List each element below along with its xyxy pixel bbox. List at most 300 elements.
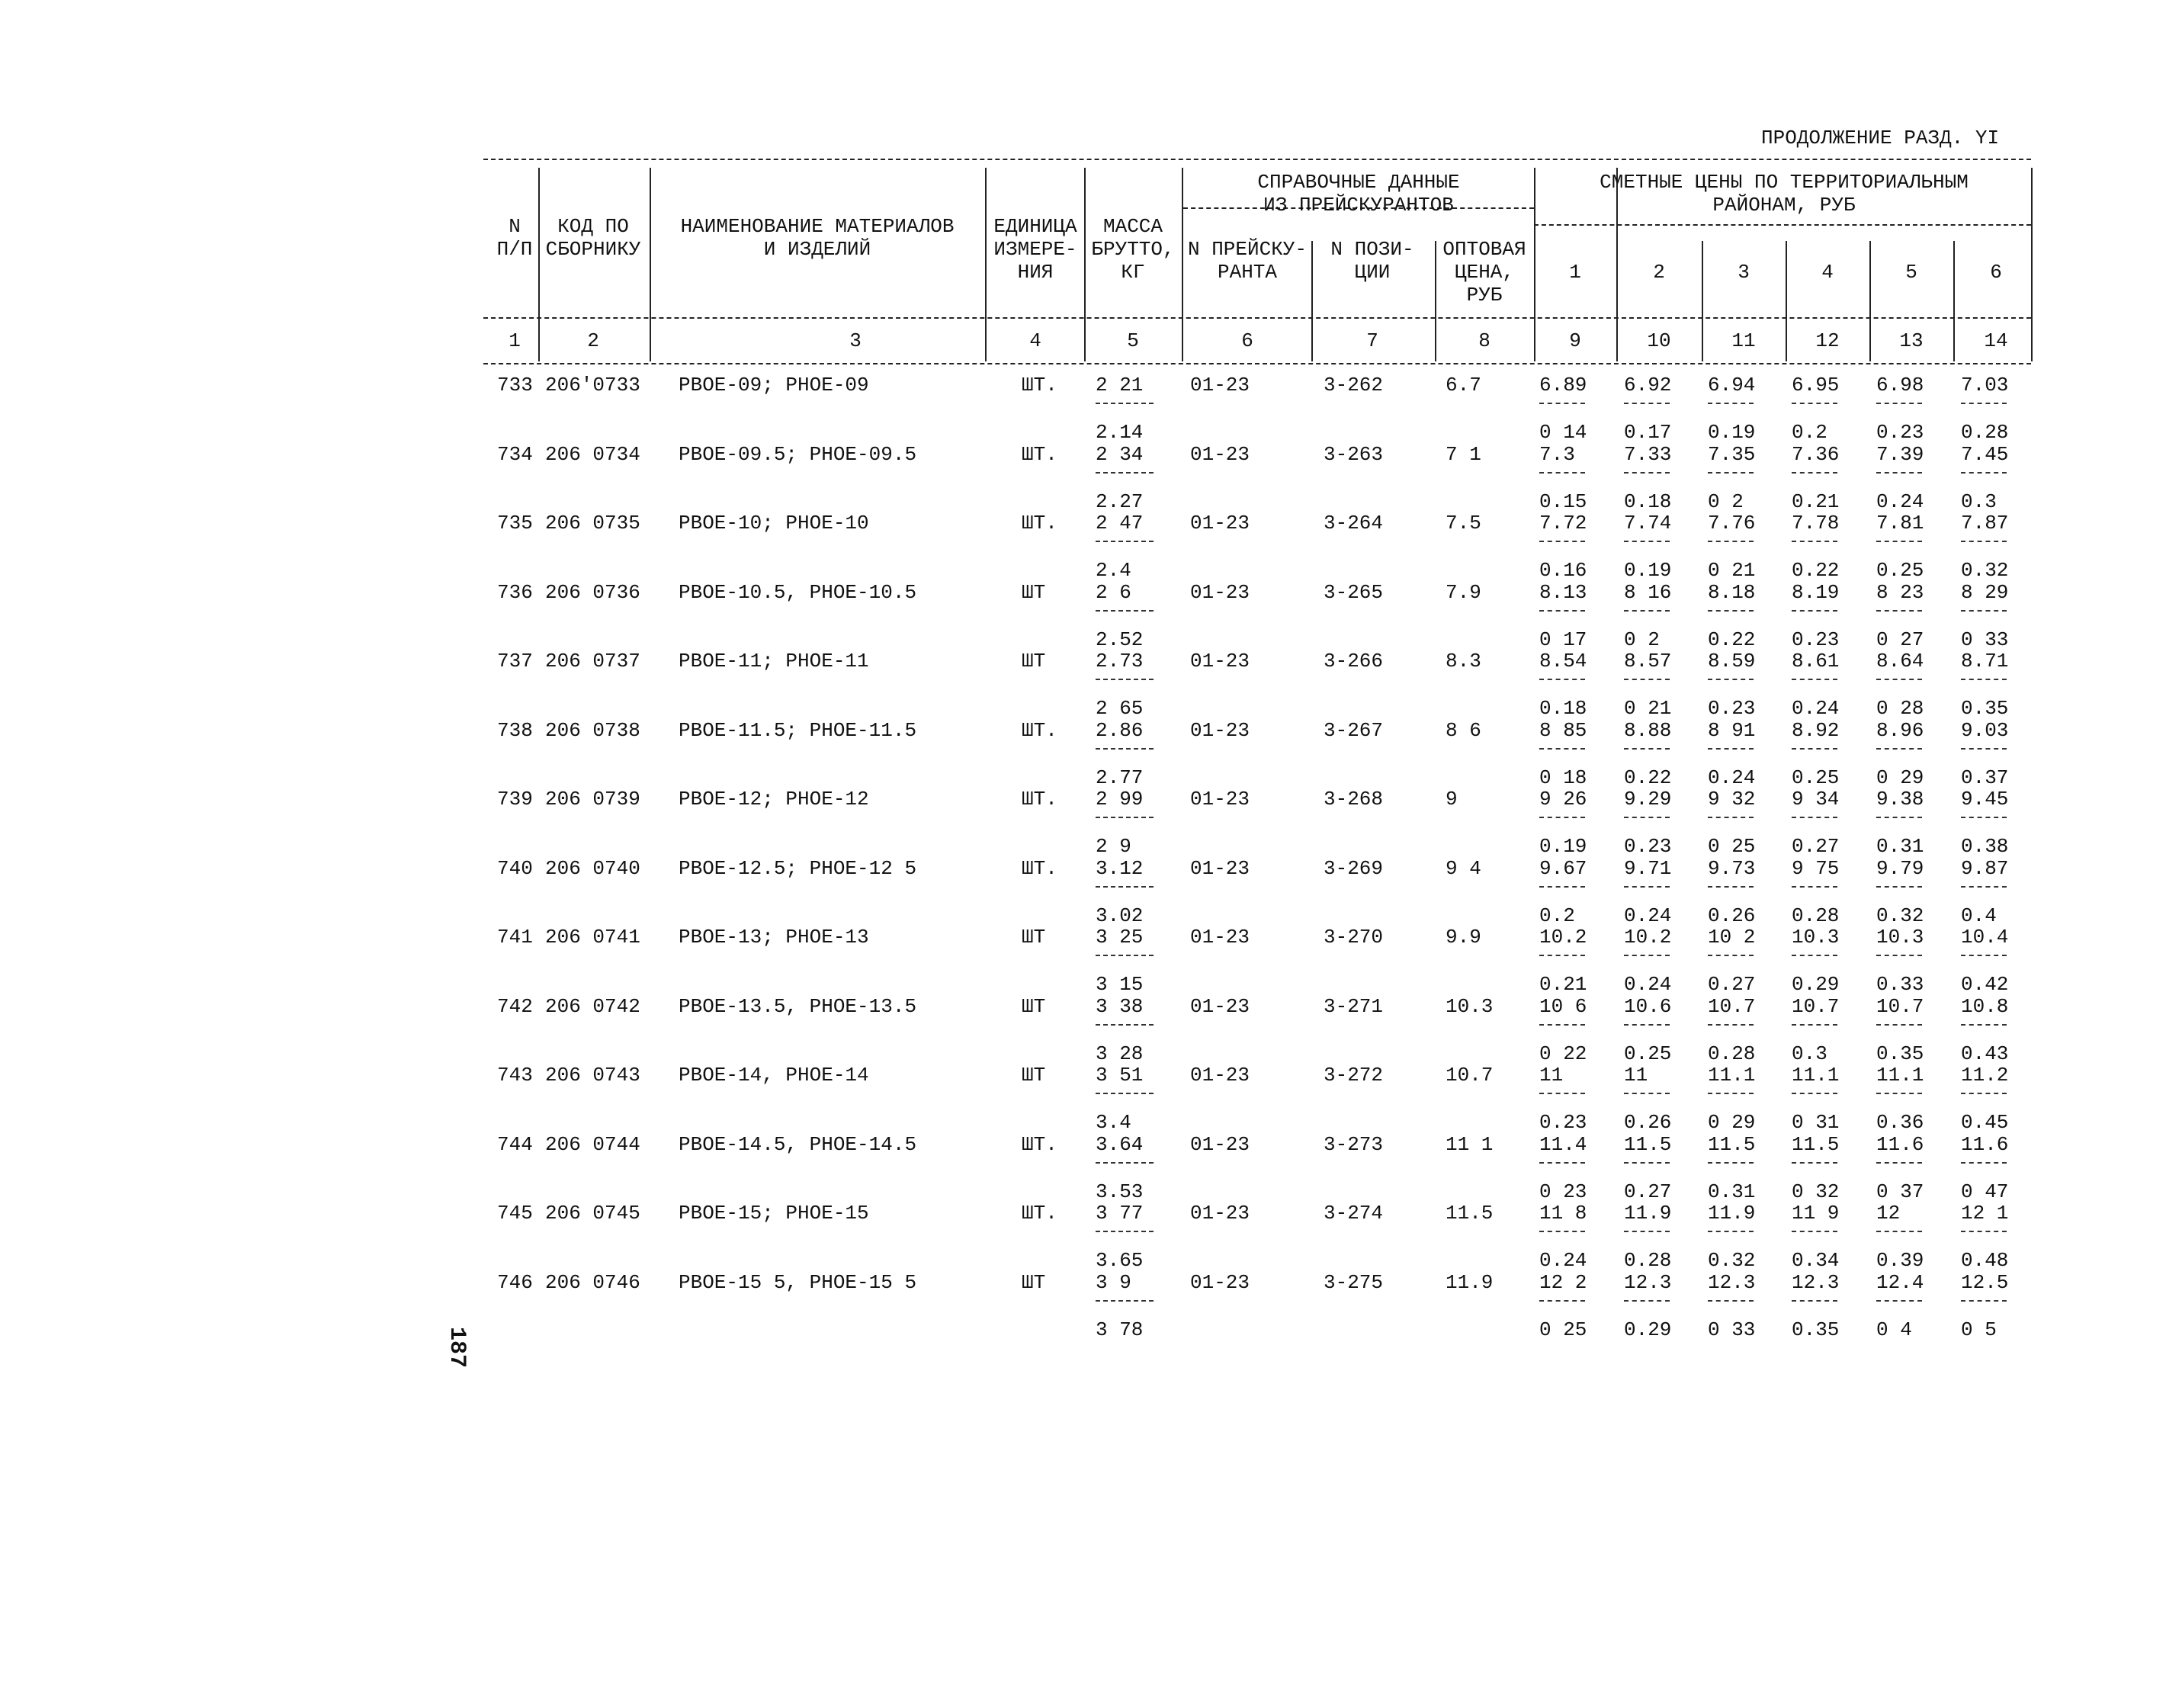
row-pricelist: 01-23 (1190, 512, 1250, 535)
row-position: 3-273 (1324, 1133, 1384, 1156)
header-unit-label: НИЯ (1017, 261, 1054, 284)
row-pricelist: 01-23 (1190, 650, 1250, 673)
row-unit: ШТ (1022, 1271, 1046, 1294)
row-position: 3-267 (1324, 719, 1384, 742)
row-pricelist: 01-23 (1190, 926, 1250, 949)
subrow-region-price: 0.45 (1961, 1111, 2009, 1134)
fraction-bar (1096, 541, 1154, 542)
row-number: 736 (497, 581, 533, 604)
fraction-bar (1624, 472, 1670, 474)
header-ref-label: ИЗ ПРЕЙСКУРАНТОВ (1263, 194, 1454, 217)
fraction-bar (1961, 472, 2007, 474)
subrow-region-price: 0.35 (1792, 1318, 1840, 1341)
fraction-bar (1096, 610, 1154, 612)
fraction-bar (1539, 472, 1585, 474)
subrow-region-price: 0.32 (1708, 1249, 1756, 1272)
header-column-separator (985, 168, 987, 361)
fraction-bar (1876, 1300, 1922, 1302)
row-number: 742 (497, 995, 533, 1018)
fraction-bar (1876, 886, 1922, 888)
header-bottom-rule (483, 363, 2031, 364)
subrow-region-price: 0.22 (1708, 628, 1756, 651)
row-code: 206 0739 (545, 788, 640, 811)
fraction-bar (1539, 541, 1585, 542)
fraction-bar (1961, 610, 2007, 612)
row-name: РВОЕ-13; РНОЕ-13 (679, 926, 869, 949)
row-region-price: 12.3 (1792, 1271, 1840, 1294)
fraction-bar (1624, 541, 1670, 542)
subrow-region-price: 0.28 (1792, 904, 1840, 927)
fraction-bar (1708, 1093, 1754, 1094)
row-region-price: 8.71 (1961, 650, 2009, 673)
row-mass: 3.64 (1096, 1133, 1144, 1156)
row-code: 206 0740 (545, 857, 640, 880)
row-number: 741 (497, 926, 533, 949)
subrow-region-price: 0.33 (1876, 973, 1924, 996)
fraction-bar (1876, 817, 1922, 818)
row-pricelist: 01-23 (1190, 1133, 1250, 1156)
row-region-price: 10.3 (1876, 926, 1924, 949)
subrow-region-price: 0.23 (1624, 835, 1672, 858)
column-number: 5 (1127, 329, 1139, 352)
header-region-number: 5 (1905, 261, 1917, 284)
subrow-region-price: 0.28 (1961, 421, 2009, 444)
page-number: 187 (444, 1327, 470, 1369)
subrow-mass: 2.52 (1096, 628, 1144, 651)
subrow-region-price: 0.24 (1876, 490, 1924, 513)
fraction-bar (1961, 1093, 2007, 1094)
header-name-label: НАИМЕНОВАНИЕ МАТЕРИАЛОВ (680, 215, 955, 238)
row-unit: ШТ. (1022, 374, 1057, 396)
fraction-bar (1708, 1300, 1754, 1302)
row-position: 3-264 (1324, 512, 1384, 535)
subrow-mass: 3.02 (1096, 904, 1144, 927)
row-mass: 3 9 (1096, 1271, 1131, 1294)
subrow-region-price: 0.3 (1961, 490, 1997, 513)
fraction-bar (1708, 886, 1754, 888)
row-name: РВОЕ-11.5; РНОЕ-11.5 (679, 719, 917, 742)
subrow-region-price: 0.22 (1624, 766, 1672, 789)
subrow-region-price: 0.15 (1539, 490, 1587, 513)
row-region-price: 11.1 (1708, 1064, 1756, 1087)
subrow-region-price: 0 33 (1961, 628, 2009, 651)
row-region-price: 12.4 (1876, 1271, 1924, 1294)
subrow-mass: 3 28 (1096, 1042, 1144, 1065)
row-region-price: 11.1 (1876, 1064, 1924, 1087)
column-number: 11 (1731, 329, 1756, 352)
subrow-region-price: 0.26 (1624, 1111, 1672, 1134)
subrow-region-price: 0.18 (1624, 490, 1672, 513)
subrow-region-price: 0 4 (1876, 1318, 1912, 1341)
row-wholesale-price: 11.9 (1446, 1271, 1494, 1294)
header-wholesale-label: ОПТОВАЯ (1442, 238, 1526, 261)
header-divider-rule (483, 317, 2031, 319)
subrow-mass: 3 78 (1096, 1318, 1144, 1341)
row-region-price: 10.6 (1624, 995, 1672, 1018)
subrow-region-price: 0 27 (1876, 628, 1924, 651)
row-code: 206 0744 (545, 1133, 640, 1156)
fraction-bar (1708, 1024, 1754, 1026)
subrow-mass: 2.27 (1096, 490, 1144, 513)
row-name: РВОЕ-10; РНОЕ-10 (679, 512, 869, 535)
subrow-region-price: 0 37 (1876, 1180, 1924, 1203)
fraction-bar (1792, 1300, 1837, 1302)
header-mass-label: КГ (1121, 261, 1145, 284)
subrow-region-price: 0.25 (1624, 1042, 1672, 1065)
subrow-region-price: 0.16 (1539, 559, 1587, 582)
row-number: 737 (497, 650, 533, 673)
subrow-region-price: 0.24 (1539, 1249, 1587, 1272)
fraction-bar (1539, 817, 1585, 818)
subrow-mass: 2 9 (1096, 835, 1131, 858)
row-region-price: 9 26 (1539, 788, 1587, 811)
fraction-bar (1961, 1300, 2007, 1302)
row-region-price: 7.36 (1792, 443, 1840, 466)
row-mass: 3.12 (1096, 857, 1144, 880)
row-region-price: 10.2 (1624, 926, 1672, 949)
fraction-bar (1708, 403, 1754, 404)
header-ref-label: СПРАВОЧНЫЕ ДАННЫЕ (1257, 171, 1460, 194)
fraction-bar (1708, 1231, 1754, 1232)
row-region-price: 9.71 (1624, 857, 1672, 880)
header-position-label: N ПОЗИ- (1330, 238, 1414, 261)
subrow-region-price: 0.29 (1624, 1318, 1672, 1341)
row-region-price: 9 34 (1792, 788, 1840, 811)
subrow-region-price: 0 25 (1708, 835, 1756, 858)
row-number: 739 (497, 788, 533, 811)
row-region-price: 10.7 (1876, 995, 1924, 1018)
row-position: 3-266 (1324, 650, 1384, 673)
fraction-bar (1792, 1024, 1837, 1026)
fraction-bar (1708, 610, 1754, 612)
fraction-bar (1539, 1024, 1585, 1026)
header-top-rule (483, 159, 2031, 160)
row-number: 745 (497, 1202, 533, 1225)
header-column-separator (1616, 168, 1618, 361)
row-number: 733 (497, 374, 533, 396)
subrow-mass: 2.14 (1096, 421, 1144, 444)
subrow-region-price: 0.3 (1792, 1042, 1827, 1065)
row-name: РВОЕ-09.5; РНОЕ-09.5 (679, 443, 917, 466)
column-number: 14 (1984, 329, 2008, 352)
header-column-separator (1435, 241, 1436, 361)
column-number: 7 (1366, 329, 1378, 352)
column-number: 13 (1899, 329, 1924, 352)
row-region-price: 11.5 (1792, 1133, 1840, 1156)
subrow-mass: 3.53 (1096, 1180, 1144, 1203)
row-name: РВОЕ-15; РНОЕ-15 (679, 1202, 869, 1225)
row-mass: 2 34 (1096, 443, 1144, 466)
subrow-region-price: 0.23 (1792, 628, 1840, 651)
subrow-region-price: 0 14 (1539, 421, 1587, 444)
row-region-price: 6.92 (1624, 374, 1672, 396)
subrow-region-price: 0.24 (1792, 697, 1840, 720)
header-column-separator (538, 168, 540, 361)
subrow-region-price: 0 29 (1708, 1111, 1756, 1134)
row-region-price: 7.33 (1624, 443, 1672, 466)
row-region-price: 12.3 (1708, 1271, 1756, 1294)
subrow-region-price: 0 25 (1539, 1318, 1587, 1341)
fraction-bar (1624, 1093, 1670, 1094)
row-region-price: 8.59 (1708, 650, 1756, 673)
row-region-price: 12 1 (1961, 1202, 2009, 1225)
subrow-region-price: 0.2 (1792, 421, 1827, 444)
fraction-bar (1539, 886, 1585, 888)
row-region-price: 12.5 (1961, 1271, 2009, 1294)
row-mass: 2 99 (1096, 788, 1144, 811)
row-mass: 2.86 (1096, 719, 1144, 742)
subrow-region-price: 0.35 (1876, 1042, 1924, 1065)
header-prices-label: РАЙОНАМ, РУБ (1712, 194, 1856, 217)
subrow-region-price: 0 33 (1708, 1318, 1756, 1341)
row-number: 746 (497, 1271, 533, 1294)
row-wholesale-price: 9 (1446, 788, 1458, 811)
header-column-separator (650, 168, 651, 361)
row-unit: ШТ. (1022, 443, 1057, 466)
fraction-bar (1624, 748, 1670, 750)
row-region-price: 6.89 (1539, 374, 1587, 396)
row-unit: ШТ. (1022, 788, 1057, 811)
row-mass: 2 6 (1096, 581, 1131, 604)
row-region-price: 9.67 (1539, 857, 1587, 880)
row-region-price: 6.94 (1708, 374, 1756, 396)
fraction-bar (1624, 1231, 1670, 1232)
header-column-separator (2031, 168, 2033, 361)
row-number: 740 (497, 857, 533, 880)
fraction-bar (1096, 403, 1154, 404)
fraction-bar (1096, 1231, 1154, 1232)
row-region-price: 11.6 (1876, 1133, 1924, 1156)
fraction-bar (1961, 679, 2007, 680)
fraction-bar (1961, 817, 2007, 818)
subrow-region-price: 0.23 (1876, 421, 1924, 444)
section-heading: ПРОДОЛЖЕНИЕ РАЗД. YI (1761, 127, 2000, 149)
row-pricelist: 01-23 (1190, 719, 1250, 742)
row-region-price: 7.35 (1708, 443, 1756, 466)
subrow-mass: 3 15 (1096, 973, 1144, 996)
row-mass: 3 77 (1096, 1202, 1144, 1225)
fraction-bar (1096, 886, 1154, 888)
column-number: 2 (587, 329, 599, 352)
fraction-bar (1708, 679, 1754, 680)
subrow-region-price: 0.28 (1624, 1249, 1672, 1272)
row-wholesale-price: 8 6 (1446, 719, 1481, 742)
row-region-price: 7.39 (1876, 443, 1924, 466)
row-number: 743 (497, 1064, 533, 1087)
subrow-region-price: 0 17 (1539, 628, 1587, 651)
header-pricelist-label: N ПРЕЙСКУ- (1187, 238, 1308, 261)
fraction-bar (1792, 403, 1837, 404)
row-pricelist: 01-23 (1190, 1202, 1250, 1225)
row-region-price: 9.73 (1708, 857, 1756, 880)
row-name: РВОЕ-11; РНОЕ-11 (679, 650, 869, 673)
fraction-bar (1792, 817, 1837, 818)
fraction-bar (1876, 403, 1922, 404)
fraction-bar (1961, 541, 2007, 542)
fraction-bar (1792, 679, 1837, 680)
subrow-region-price: 0.21 (1792, 490, 1840, 513)
row-name: РВОЕ-13.5, РНОЕ-13.5 (679, 995, 917, 1018)
fraction-bar (1096, 1024, 1154, 1026)
header-code-label: КОД ПО (557, 215, 629, 238)
row-code: 206 0745 (545, 1202, 640, 1225)
subrow-region-price: 0.28 (1708, 1042, 1756, 1065)
header-column-separator (1786, 241, 1787, 361)
row-mass: 2.73 (1096, 650, 1144, 673)
subrow-region-price: 0.39 (1876, 1249, 1924, 1272)
row-region-price: 9.38 (1876, 788, 1924, 811)
subrow-region-price: 0 32 (1792, 1180, 1840, 1203)
row-region-price: 10.8 (1961, 995, 2009, 1018)
fraction-bar (1876, 1024, 1922, 1026)
row-wholesale-price: 6.7 (1446, 374, 1481, 396)
subrow-region-price: 0.42 (1961, 973, 2009, 996)
row-name: РВОЕ-12; РНОЕ-12 (679, 788, 869, 811)
fraction-bar (1096, 472, 1154, 474)
header-position-label: ЦИИ (1354, 261, 1391, 284)
row-code: 206 0736 (545, 581, 640, 604)
row-region-price: 11.1 (1792, 1064, 1840, 1087)
row-code: 206 0737 (545, 650, 640, 673)
fraction-bar (1708, 472, 1754, 474)
row-pricelist: 01-23 (1190, 581, 1250, 604)
fraction-bar (1876, 1231, 1922, 1232)
row-region-price: 11 (1539, 1064, 1564, 1087)
fraction-bar (1096, 748, 1154, 750)
row-pricelist: 01-23 (1190, 1271, 1250, 1294)
fraction-bar (1876, 748, 1922, 750)
fraction-bar (1624, 955, 1670, 956)
row-region-price: 8 16 (1624, 581, 1672, 604)
subrow-region-price: 0.19 (1539, 835, 1587, 858)
row-region-price: 9.03 (1961, 719, 2009, 742)
row-number: 734 (497, 443, 533, 466)
subrow-region-price: 0.27 (1792, 835, 1840, 858)
header-region-number: 4 (1821, 261, 1834, 284)
column-number: 1 (509, 329, 521, 352)
row-number: 744 (497, 1133, 533, 1156)
fraction-bar (1624, 1300, 1670, 1302)
row-unit: ШТ. (1022, 1202, 1057, 1225)
subrow-region-price: 0 2 (1624, 628, 1660, 651)
row-pricelist: 01-23 (1190, 374, 1250, 396)
subrow-region-price: 0.23 (1708, 697, 1756, 720)
column-number: 4 (1029, 329, 1041, 352)
fraction-bar (1792, 886, 1837, 888)
row-number: 735 (497, 512, 533, 535)
header-column-separator (1534, 168, 1535, 361)
row-position: 3-269 (1324, 857, 1384, 880)
subrow-region-price: 0.36 (1876, 1111, 1924, 1134)
row-position: 3-270 (1324, 926, 1384, 949)
fraction-bar (1792, 1162, 1837, 1164)
row-region-price: 9 32 (1708, 788, 1756, 811)
fraction-bar (1792, 748, 1837, 750)
subrow-region-price: 0.27 (1708, 973, 1756, 996)
row-mass: 3 51 (1096, 1064, 1144, 1087)
row-wholesale-price: 10.3 (1446, 995, 1494, 1018)
row-region-price: 7.3 (1539, 443, 1575, 466)
header-region-number: 1 (1569, 261, 1581, 284)
fraction-bar (1961, 403, 2007, 404)
row-code: 206'0733 (545, 374, 640, 396)
subrow-region-price: 0.21 (1539, 973, 1587, 996)
row-unit: ШТ (1022, 995, 1046, 1018)
row-region-price: 7.76 (1708, 512, 1756, 535)
subrow-region-price: 0.19 (1708, 421, 1756, 444)
subrow-region-price: 0.31 (1708, 1180, 1756, 1203)
row-region-price: 12 2 (1539, 1271, 1587, 1294)
row-wholesale-price: 11 1 (1446, 1133, 1494, 1156)
row-region-price: 6.95 (1792, 374, 1840, 396)
row-name: РВОЕ-14, РНОЕ-14 (679, 1064, 869, 1087)
row-code: 206 0738 (545, 719, 640, 742)
row-region-price: 10.7 (1708, 995, 1756, 1018)
fraction-bar (1961, 748, 2007, 750)
row-region-price: 9.45 (1961, 788, 2009, 811)
fraction-bar (1876, 1093, 1922, 1094)
subrow-region-price: 0.29 (1792, 973, 1840, 996)
row-name: РВОЕ-12.5; РНОЕ-12 5 (679, 857, 917, 880)
fraction-bar (1708, 1162, 1754, 1164)
row-unit: ШТ. (1022, 857, 1057, 880)
row-number: 738 (497, 719, 533, 742)
row-mass: 2 47 (1096, 512, 1144, 535)
row-unit: ШТ. (1022, 512, 1057, 535)
fraction-bar (1624, 886, 1670, 888)
fraction-bar (1539, 1162, 1585, 1164)
row-mass: 3 25 (1096, 926, 1144, 949)
row-wholesale-price: 8.3 (1446, 650, 1481, 673)
fraction-bar (1708, 817, 1754, 818)
row-wholesale-price: 7.5 (1446, 512, 1481, 535)
row-unit: ШТ (1022, 926, 1046, 949)
row-region-price: 11 (1624, 1064, 1648, 1087)
fraction-bar (1096, 679, 1154, 680)
fraction-bar (1961, 1231, 2007, 1232)
row-region-price: 7.74 (1624, 512, 1672, 535)
fraction-bar (1876, 610, 1922, 612)
fraction-bar (1792, 472, 1837, 474)
fraction-bar (1539, 748, 1585, 750)
fraction-bar (1539, 610, 1585, 612)
header-region-number: 2 (1653, 261, 1665, 284)
fraction-bar (1624, 679, 1670, 680)
subrow-region-price: 0 31 (1792, 1111, 1840, 1134)
row-wholesale-price: 10.7 (1446, 1064, 1494, 1087)
row-pricelist: 01-23 (1190, 443, 1250, 466)
row-region-price: 11.5 (1624, 1133, 1672, 1156)
subrow-region-price: 0.25 (1876, 559, 1924, 582)
row-region-price: 8.13 (1539, 581, 1587, 604)
subrow-mass: 2.77 (1096, 766, 1144, 789)
row-region-price: 8 85 (1539, 719, 1587, 742)
fraction-bar (1876, 1162, 1922, 1164)
subrow-region-price: 0.24 (1624, 973, 1672, 996)
row-region-price: 12 (1876, 1202, 1901, 1225)
fraction-bar (1624, 610, 1670, 612)
subrow-region-price: 0.24 (1708, 766, 1756, 789)
row-region-price: 10.7 (1792, 995, 1840, 1018)
subrow-region-price: 0.32 (1876, 904, 1924, 927)
row-region-price: 9.87 (1961, 857, 2009, 880)
subrow-region-price: 0.43 (1961, 1042, 2009, 1065)
subrow-region-price: 0.31 (1876, 835, 1924, 858)
row-position: 3-272 (1324, 1064, 1384, 1087)
column-number: 6 (1241, 329, 1253, 352)
prices-subheader-rule (1534, 224, 2031, 226)
row-code: 206 0742 (545, 995, 640, 1018)
